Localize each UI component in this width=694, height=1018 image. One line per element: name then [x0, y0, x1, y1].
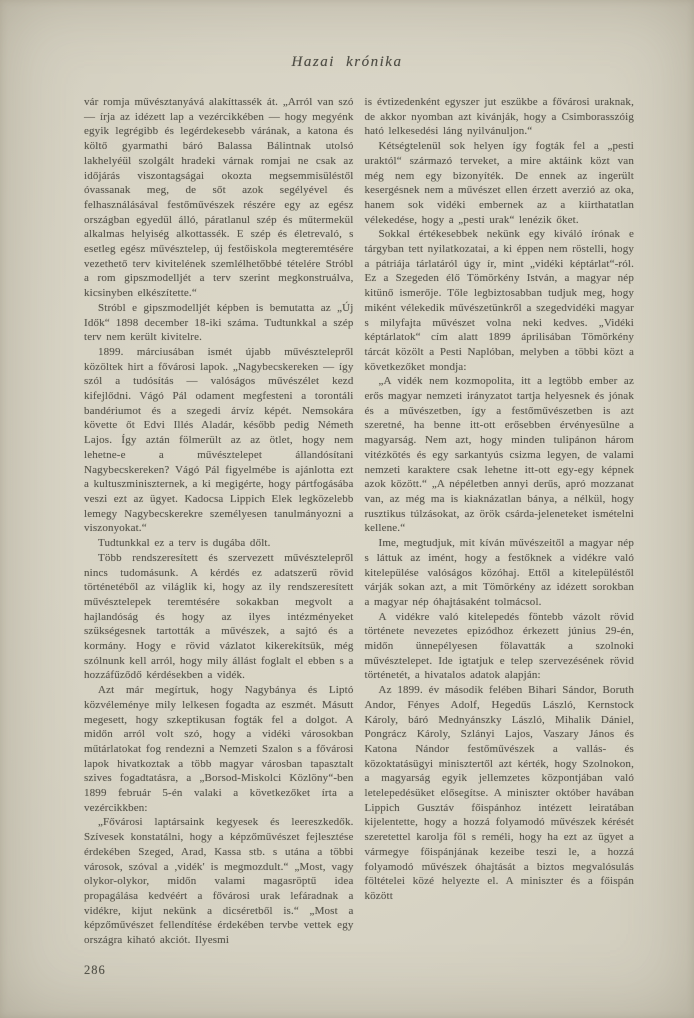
- paragraph: Ime, megtudjuk, mit kíván művészeitől a magyar nép s láttuk az imént, hogy a festőknek a vidékre való kitelepülése valóságos közóhaj. Ettől a kitelepüléstől várják sokan azt, a mit Tömörkény az idézett sorokban a magyar nép óhajtásaként tolmácsol.: [364, 537, 634, 608]
- paragraph: Tudtunkkal ez a terv is dugába dőlt.: [98, 537, 271, 550]
- paragraph: vár romja művésztanyává alakíttassék át. „Arról van szó — írja az idézett lap a vezércikkében — hogy megyénk egyik legrégibb és legérdekesebb várának, a katona és költő gyarmathi báró Balassa Bálintnak utolsó lakhelyéül szolgált hradeki várnak romjai ne csak az időjárás viszontagságai okozta megsemmisüléstől óvassanak meg, de sőt azok segélyével és felhasználásával festőművészek részére egy az egész országban egyedül álló, páratlanul szép és műtermekül alkalmas helyiség alkottassék. E szép és életrevaló, s esetleg egész művésztelep, új festőiskola megteremtésére vezethető terv kivitelének szemlélhetőbbé tételére Stróbl a rom gipszmodelljét a terv szerint megkonstruálva, kicsinyben elkészítette.“: [84, 96, 354, 300]
- running-head: Hazai krónika: [291, 54, 403, 70]
- paragraph: A vidékre való kitelepedés föntebb vázolt rövid története nevezetes epizódhoz érkezett június 29-én, midőn ünnepélyesen fölavatták a szolnoki művésztelepet. Ide igtatjuk e telep szervezésének rövid történetét, a hivatalos adatok alapján:: [364, 610, 634, 682]
- paragraph: Azt már megírtuk, hogy Nagybánya és Liptó közvéleménye mily lelkesen fogadta az eszmét. Másutt megesett, hogy szkeptikusan fogták fel a dolgot. A midőn arról volt szó, hogy a vidéki városokban műtárlatokat fog rendezni a Nemzeti Szalon s a fővárosi lapok hivatkoztak a több magyar városban tapasztalt szives fogadtatásra, a „Borsod-Miskolci Közlöny“-ben 1899 február 5-én valaki a következőket írta a vezércikkben:: [84, 684, 354, 814]
- text-columns: [0, 71, 694, 948]
- left-column: [84, 95, 354, 948]
- paragraph: Stróbl e gipszmodelljét képben is bemutatta az „Új Idők“ 1898 december 18-iki száma. Tudtunkkal a szép terv nem került kivitelre.: [84, 301, 354, 344]
- paragraph: Sokkal értékesebbek nekünk egy kiváló írónak e tárgyban tett nyilatkozatai, a ki éppen nem röstelli, hogy a pátriája tárlatáról úgy ír, mint „vidéki képtárlat“-ról. Ez a Szegeden élő Tömörkény István, a magyar nép kitünő ismerője. Tőle legbiztosabban tudjuk meg, hogy miként vélekedik művészetünkről a szegedvidéki magyar s milyfajta művészet volna neki kedves. „Vidéki képtárlatok“ cím alatt 1899 áprilisában Tömörkény tárcát közölt a Pesti Naplóban, melyben a többi közt a következőket mondja:: [364, 228, 634, 373]
- page-number: 286: [84, 963, 106, 977]
- right-column: [365, 95, 635, 948]
- paragraph: „A vidék nem kozmopolita, itt a legtöbb ember az erős magyar nemzeti irányzatot tartja helyesnek és jónak és a művészetben, így a festőművészetben is azt szeretné, ha benne itt-ott erősebben érvényesülne a magyarság. Nem azt, hogy minden tulipánon három vitézkötés és egy sarkantyús csizma legyen, de valami nemzeti karaktere csak lehetne itt-ott egy-egy képnek azok között.“ „A népéletben annyi derűs, apró mozzanat van, az még ma is kiaknázatlan bánya, a nélkül, hogy rusztikus túlzásokat, az örök csárda-jeleneteket ismételni kellene.“: [364, 375, 634, 535]
- paragraph: Kétségtelenül sok helyen így fogták fel a „pesti uraktól“ származó terveket, a mire aktáink közt van még nem egy bizonyíték. De ennek az ingerült kesergésnek nem a művészet ellen érzett averzió az oka, hanem sok vidéki embernek az a kiirthatatlan vélekedése, hogy a „pesti urak“ lenézik őket.: [364, 140, 634, 226]
- paragraph: Az 1899. év második felében Bihari Sándor, Boruth Andor, Fényes Adolf, Hegedűs László, Kernstock Károly, báró Mednyánszky László, Mihalik Dániel, Pongrácz Károly, Szlányi Lajos, Vaszary János és Katona Nándor festőművészek a vallás- és közoktatásügyi minisztertől azt kérték, hogy Szolnokon, a magyarság egyik jellemzetes központjában való letelepedésüket elősegítse. A miniszter október havában Lippich Gusztáv főispánhoz intézett leiratában kijelentette, hogy a hozzá folyamodó művészek kérését szeretettel karolja föl s reméli, hogy ha ezt az ügyet a vármegye főispánjának kezeibe teszi le, a hozzá folyamodó művészek óhajtását a biztos megvalósulás föltételei közé helyezte el. A miniszter és a főispán között: [364, 684, 634, 902]
- paragraph: Több rendszeresített és szervezett művésztelepről nincs tudomásunk. A kérdés ez adatszerű rövid történetéből az világlik ki, hogy az ily rendszeresített művésztelepek teremtésére sokakban megvolt a hajlandóság és hogy az ilyes intézményeket szükségesnek tartották a művészek, a sajtó és a kormány. Hogy e rövid vázlatot kikerekítsük, még szólnunk kell arról, hogy mily állást foglalt el ebben s a hozzáfűződő kérdésekben a vidék.: [84, 551, 354, 682]
- paragraph: is évtizedenként egyszer jut eszükbe a fővárosi uraknak, de akkor nyomban azt kivánják, hogy a Csimborasszóig ható lelkesedési láng nyilvánuljon.“: [364, 96, 634, 138]
- paragraph: 1899. márciusában ismét újabb művésztelepről közöltek hirt a fővárosi lapok. „Nagybecskereken — így szól a tudósítás — valóságos művészélet kezd kifejlődni. Vágó Pál odament megfesteni a torontáli bandériumot és a szegedi árvíz képét. Nemsokára követte őt Edvi Illés Aladár, később pedig Németh Lajos. Így aztán fölmerült az az ötlet, hogy nem lehetne-e a művésztelepet állandósítani Nagybecskereken? Vágó Pál figyelmébe is ajánlotta ezt a kultuszminiszternek, a ki megigérte, hogy pártfogásába veszi ezt az ügyet. Kadocsa Lippich Elek legközelebb lemegy Nagybecskerekre személyesen tanulmányozni a viszonyokat.“: [84, 345, 354, 535]
- paragraph: „Fővárosi laptársaink kegyesek és leereszkedők. Szívesek konstatálni, hogy a képzőművészet fejlesztése érdekében Szeged, Arad, Kassa stb. s utána a többi városok, szóval a ,vidék' is megmozdult.“ „Most, vagy olykor-olykor, midőn valami magasröptű idea propagálása kedvéért a fővárosi urak lefáradnak a vidékre, kijut nekünk a dicséretből is.“ „Most a képzőművészet fellendítése érdekében tervbe vettek egy országra kiható akciót. Ilyesmi: [84, 816, 354, 947]
